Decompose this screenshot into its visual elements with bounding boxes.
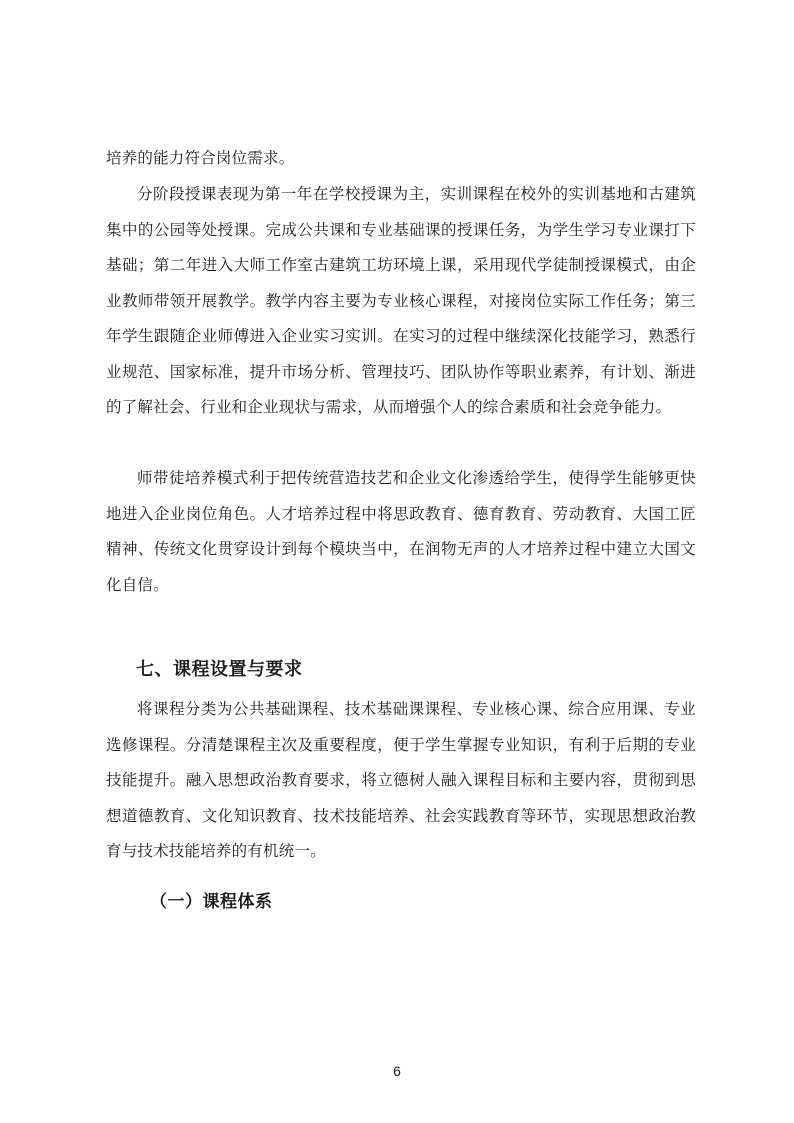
course-setting-paragraph: 将课程分类为公共基础课程、技术基础课课程、专业核心课、综合应用课、专业选修课程。分清楚课程主次及重要程度，便于学生掌握专业知识，有利于后期的专业技能提升。融入思想政治教育要求，将立德树人融入课程目标和主要内容，贯彻到思想道德教育、文化知识教育、技术技能培养、社会实践教育等环节，实现思想政治教育与技术技能培养的有机统一。 xyxy=(106,700,696,860)
subsection-heading: （一）课程体系 xyxy=(150,892,273,912)
page-number: 6 xyxy=(393,1063,401,1079)
apprenticeship-paragraph: 师带徒培养模式利于把传统营造技艺和企业文化渗透给学生，使得学生能够更快地进入企业岗位角色。人才培养过程中将思政教育、德育教育、劳动教育、大国工匠精神、传统文化贯穿设计到每个模块当中，在润物无声的人才培养过程中建立大国文化自信。 xyxy=(106,469,696,594)
section-heading: 七、课程设置与要求 xyxy=(136,659,303,680)
staged-teaching-paragraph: 分阶段授课表现为第一年在学校授课为主，实训课程在校外的实训基地和古建筑集中的公园等处授课。完成公共课和专业基础课的授课任务，为学生学习专业课打下基础；第二年进入大师工作室古建筑工坊环境上课，采用现代学徒制授课模式，由企业教师带领开展教学。教学内容主要为专业核心课程，对接岗位实际工作任务；第三年学生跟随企业师傅进入企业实习实训。在实习的过程中继续深化技能学习，熟悉行业规范、国家标准，提升市场分析、管理技巧、团队协作等职业素养，有计划、渐进的了解社会、行业和企业现状与需求，从而增强个人的综合素质和社会竞争能力。 xyxy=(106,185,696,416)
continuation-paragraph: 培养的能力符合岗位需求。 xyxy=(106,149,295,167)
